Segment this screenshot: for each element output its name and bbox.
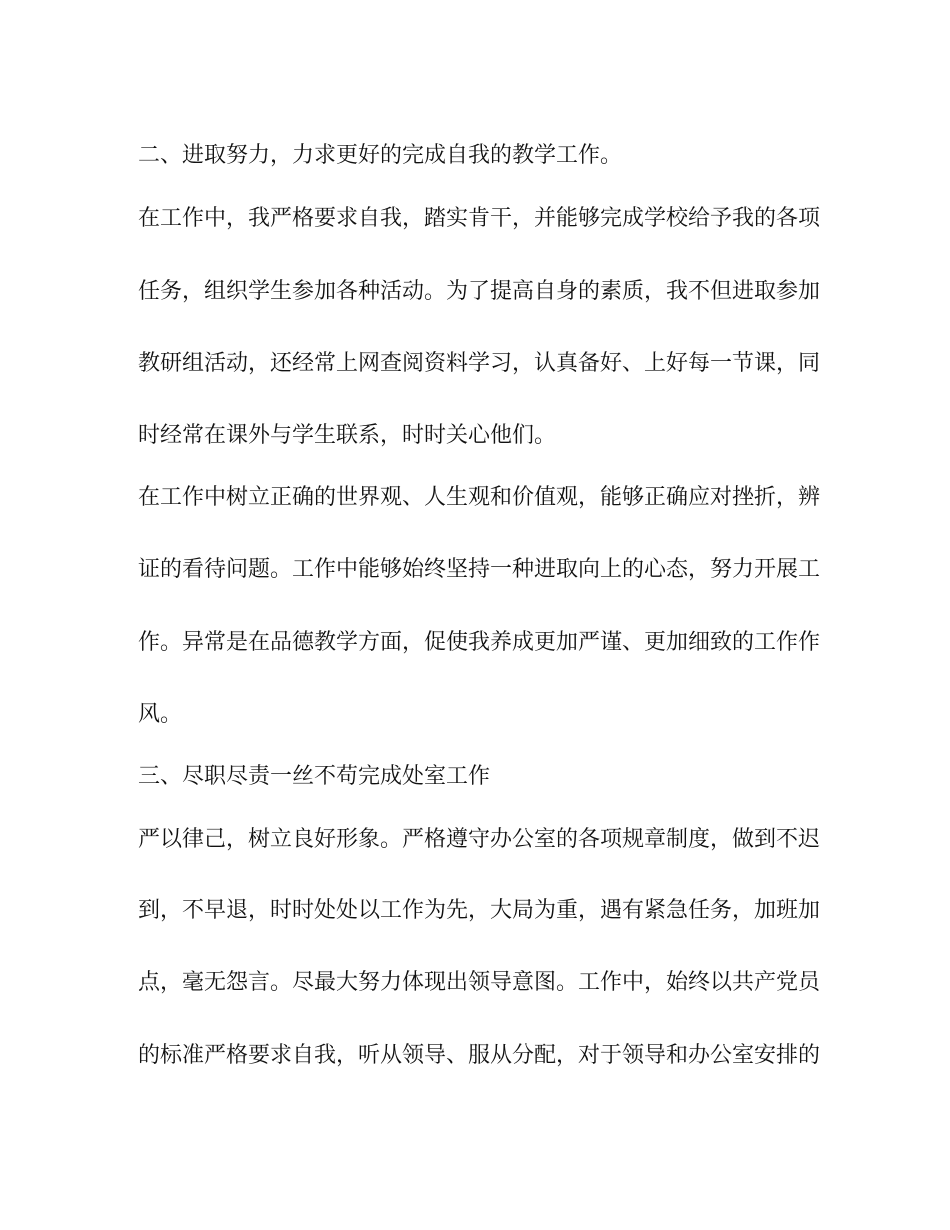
paragraph-line: 在工作中树立正确的世界观、人生观和价值观，能够正确应对挫折，辨	[138, 485, 821, 510]
paragraph-line: 风。	[138, 702, 183, 727]
section-heading-3: 三、尽职尽责一丝不苟完成处室工作	[138, 764, 491, 789]
paragraph-line: 证的看待问题。工作中能够始终坚持一种进取向上的心态，努力开展工	[138, 557, 821, 582]
paragraph-line: 的标准严格要求自我，听从领导、服从分配，对于领导和办公室安排的	[138, 1043, 821, 1068]
section-heading-2: 二、进取努力，力求更好的完成自我的教学工作。	[138, 143, 623, 168]
paragraph-line: 点，毫无怨言。尽最大努力体现出领导意图。工作中，始终以共产党员	[138, 970, 821, 995]
paragraph-line: 时经常在课外与学生联系，时时关心他们。	[138, 423, 557, 448]
paragraph-line: 严以律己，树立良好形象。严格遵守办公室的各项规章制度，做到不迟	[138, 827, 821, 852]
paragraph-line: 到，不早退，时时处处以工作为先，大局为重，遇有紧急任务，加班加	[138, 898, 821, 923]
paragraph-line: 在工作中，我严格要求自我，踏实肯干，并能够完成学校给予我的各项	[138, 206, 821, 231]
paragraph-line: 教研组活动，还经常上网查阅资料学习，认真备好、上好每一节课，同	[138, 351, 821, 376]
paragraph-line: 任务，组织学生参加各种活动。为了提高自身的素质，我不但进取参加	[138, 279, 821, 304]
paragraph-line: 作。异常是在品德教学方面，促使我养成更加严谨、更加细致的工作作	[138, 630, 821, 655]
